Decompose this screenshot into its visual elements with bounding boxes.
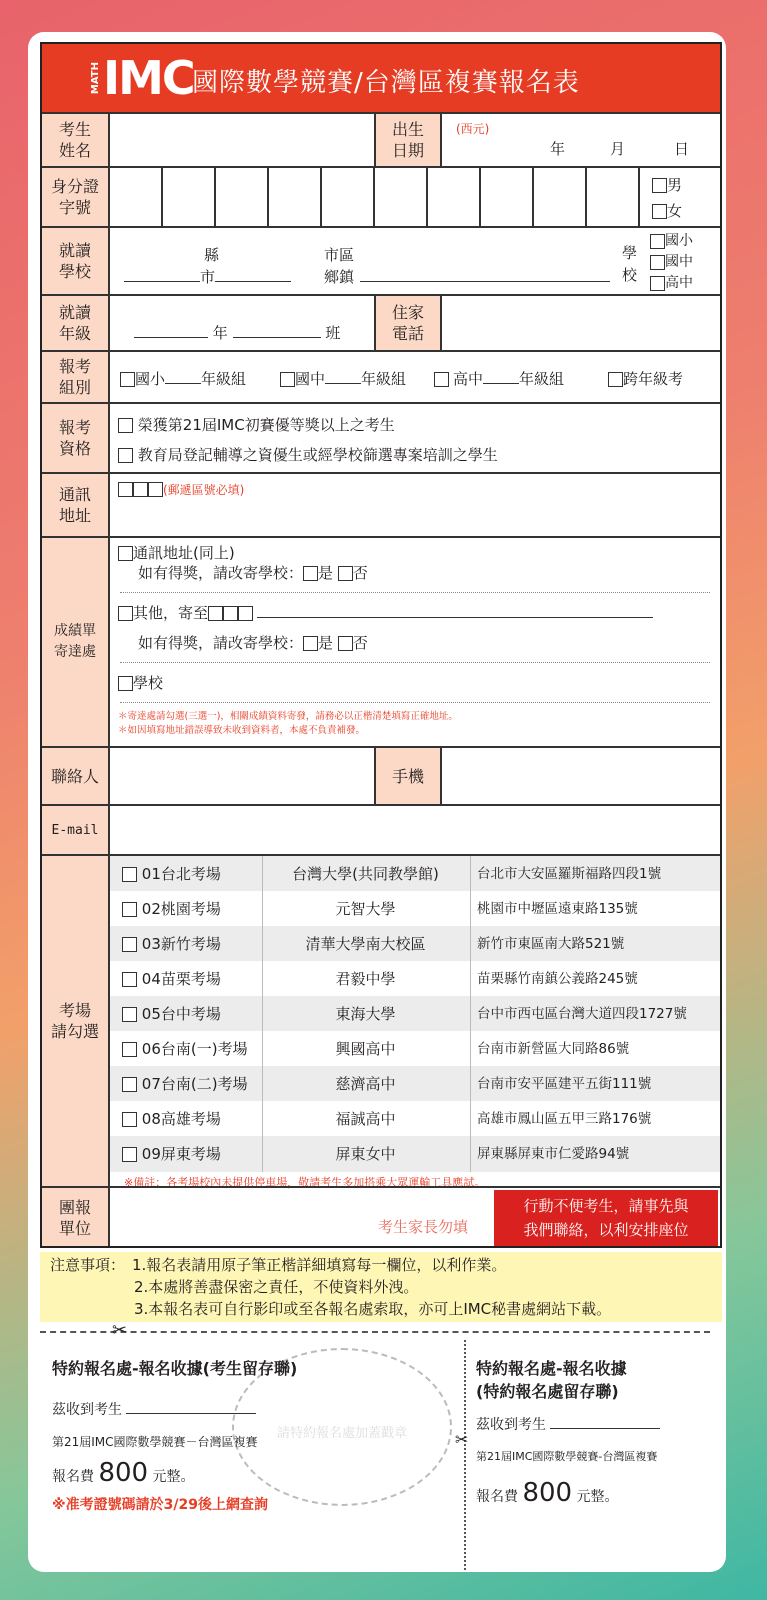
group-elementary-grade-input[interactable] xyxy=(165,383,201,384)
venue-row[interactable] xyxy=(110,1031,720,1067)
id-digit-cell[interactable] xyxy=(269,168,322,226)
male-label: 男 xyxy=(667,176,683,194)
mail-note-1: ＊寄達處請勾選(三選一)，相關成績資料寄發，請務必以正楷清楚填寫正確地址。 xyxy=(118,711,458,722)
form-title: 國際數學競賽/台灣區複賽報名表 xyxy=(192,68,580,98)
label-contact: 聯絡人 xyxy=(42,748,110,804)
venue-address: 高雄市鳳山區五甲三路176號 xyxy=(470,1101,716,1137)
female-label: 女 xyxy=(667,202,683,220)
divider xyxy=(120,662,710,663)
mail-option-same-checkbox[interactable] xyxy=(118,546,133,561)
venue-address: 台中市西屯區台灣大道四段1727號 xyxy=(470,996,716,1032)
receipt-fee-label: 報名費 xyxy=(52,1469,94,1485)
receipt-name-input[interactable] xyxy=(126,1413,256,1414)
row-venues xyxy=(42,854,720,1189)
venue-name: 04苗栗考場 xyxy=(141,970,221,988)
mail-option-other-label: 其他，寄至 xyxy=(133,604,209,622)
class-label: 班 xyxy=(325,324,341,342)
receipt-unit: 元整。 xyxy=(576,1489,619,1505)
id-digit-cell[interactable] xyxy=(587,168,640,226)
school-name-input[interactable] xyxy=(360,281,610,282)
cut-line xyxy=(40,1331,710,1333)
mail-option-other-checkbox[interactable] xyxy=(118,606,133,621)
row-id xyxy=(42,166,720,226)
venue-name: 02桃園考場 xyxy=(141,900,221,918)
zip-box-3[interactable] xyxy=(148,482,163,497)
district-input[interactable] xyxy=(215,281,291,282)
contact-field[interactable] xyxy=(110,748,374,804)
award2-yes-checkbox[interactable] xyxy=(303,636,318,651)
venue-row[interactable] xyxy=(110,961,720,997)
award-yes-label: 是 xyxy=(318,564,334,582)
zip-box-1[interactable] xyxy=(118,482,133,497)
row-contact xyxy=(42,746,720,804)
group-suffix-label: 年級組 xyxy=(201,370,247,388)
mobile-field[interactable] xyxy=(442,748,720,804)
venue-checkbox[interactable] xyxy=(122,902,137,917)
registration-form xyxy=(40,42,722,1248)
scissors-icon: ✂ xyxy=(112,1320,128,1341)
group-senior-checkbox[interactable] xyxy=(434,372,449,387)
junior-checkbox[interactable] xyxy=(650,255,665,270)
venue-name: 09屏東考場 xyxy=(141,1145,221,1163)
qual-1-checkbox[interactable] xyxy=(118,418,133,433)
venue-name: 08高雄考場 xyxy=(141,1110,221,1128)
row-address xyxy=(42,472,720,536)
id-digit-cell[interactable] xyxy=(216,168,269,226)
venue-row[interactable] xyxy=(110,926,720,962)
note-3: 3.本報名表可自行影印或至各報名處索取，亦可上IMC秘書處網站下載。 xyxy=(134,1300,612,1318)
other-address-input[interactable] xyxy=(257,617,653,618)
label-dob: 出生 日期 xyxy=(374,114,442,166)
venue-name: 06台南(一)考場 xyxy=(141,1040,248,1058)
group-suffix-label: 年級組 xyxy=(519,370,565,388)
venue-name: 01台北考場 xyxy=(141,865,221,883)
note-1: 1.報名表請用原子筆正楷詳細填寫每一欄位，以利作業。 xyxy=(132,1256,507,1274)
venue-checkbox[interactable] xyxy=(122,1147,137,1162)
label-id: 身分證 字號 xyxy=(42,168,110,226)
venue-checkbox[interactable] xyxy=(122,1042,137,1057)
venue-school: 福誠高中 xyxy=(262,1101,468,1137)
venue-address: 苗栗縣竹南鎮公義路245號 xyxy=(470,961,716,997)
venue-row[interactable] xyxy=(110,856,720,892)
form-header xyxy=(42,44,720,112)
cross-grade-checkbox[interactable] xyxy=(608,372,623,387)
award-no-label: 否 xyxy=(352,634,368,652)
id-digit-cell[interactable] xyxy=(163,168,216,226)
divider xyxy=(120,702,710,703)
elementary-label: 國小 xyxy=(665,233,693,249)
receipt-agent-subtitle: (特約報名處留存聯) xyxy=(476,1382,619,1401)
venue-address: 台南市安平區建平五街111號 xyxy=(470,1066,716,1102)
county-label: 縣 xyxy=(204,246,220,264)
township-label: 鄉鎮 xyxy=(324,268,355,286)
city-label: 市 xyxy=(200,268,216,286)
row-qualification xyxy=(42,402,720,472)
other-zip-box-3[interactable] xyxy=(238,606,253,621)
alert-line-2: 我們聯絡，以利安排座位 xyxy=(523,1221,689,1239)
year-label: 年 xyxy=(212,324,228,342)
note-2: 2.本處將善盡保密之責任，不使資料外洩。 xyxy=(134,1278,419,1296)
id-digit-cell[interactable] xyxy=(375,168,428,226)
id-digit-cell[interactable] xyxy=(534,168,587,226)
notes-heading: 注意事項： xyxy=(50,1256,126,1274)
junior-label: 國中 xyxy=(665,254,693,270)
cross-grade-label: 跨年級考 xyxy=(623,370,684,388)
other-zip-box-1[interactable] xyxy=(208,606,223,621)
receipt-competition: 第21屆IMC國際數學競賽－台灣區複賽 xyxy=(52,1435,258,1449)
cut-line-vertical xyxy=(464,1340,466,1570)
label-mobile: 手機 xyxy=(374,748,442,804)
row-school xyxy=(42,226,720,294)
email-field[interactable] xyxy=(110,806,720,854)
other-zip-box-2[interactable] xyxy=(223,606,238,621)
label-venue: 考場 請勾選 xyxy=(42,856,110,1186)
receipt-agent-title: 特約報名處-報名收據 xyxy=(476,1359,627,1378)
venue-address: 台北市大安區羅斯福路四段1號 xyxy=(470,856,716,892)
year-input[interactable] xyxy=(134,337,208,338)
award2-no-checkbox[interactable] xyxy=(338,636,353,651)
award-no-label: 否 xyxy=(352,564,368,582)
receipt-recv-label: 茲收到考生 xyxy=(52,1402,122,1418)
notes-box xyxy=(40,1252,722,1322)
qual-2-label: 教育局登記輔導之資優生或經學校篩選專案培訓之學生 xyxy=(137,446,498,464)
label-name: 考生 姓名 xyxy=(42,114,110,166)
venue-row[interactable] xyxy=(110,1066,720,1102)
receipt-agent xyxy=(476,1356,660,1508)
receipt-amount: 800 xyxy=(522,1478,573,1508)
venue-checkbox[interactable] xyxy=(122,1112,137,1127)
id-digit-cell[interactable] xyxy=(110,168,163,226)
venue-name: 05台中考場 xyxy=(141,1005,221,1023)
receipt-agent-name-input[interactable] xyxy=(550,1428,660,1429)
receipt-recv-label: 茲收到考生 xyxy=(476,1417,546,1433)
venue-school: 東海大學 xyxy=(262,996,468,1032)
id-digit-cell[interactable] xyxy=(428,168,481,226)
venue-checkbox[interactable] xyxy=(122,1077,137,1092)
logo-side-text: MATH xyxy=(90,61,101,95)
venue-school: 興國高中 xyxy=(262,1031,468,1067)
venue-school: 屏東女中 xyxy=(262,1136,468,1172)
venue-address: 桃園市中壢區遠東路135號 xyxy=(470,891,716,927)
receipt-amount: 800 xyxy=(98,1458,149,1488)
venue-checkbox[interactable] xyxy=(122,937,137,952)
qual-1-label: 榮獲第21屆IMC初賽優等獎以上之考生 xyxy=(137,416,395,434)
class-input[interactable] xyxy=(233,337,321,338)
venue-name: 07台南(二)考場 xyxy=(141,1075,248,1093)
label-team: 團報 單位 xyxy=(42,1188,110,1248)
label-mail-destination: 成績單 寄達處 xyxy=(42,538,110,746)
female-checkbox[interactable] xyxy=(652,204,667,219)
receipt-competition: 第21屆IMC國際數學競賽-台灣區複賽 xyxy=(476,1450,658,1463)
label-grade: 就讀 年級 xyxy=(42,296,110,350)
dob-note: (西元) xyxy=(456,122,490,136)
group-elementary-label: 國小 xyxy=(135,370,166,388)
qual-2-checkbox[interactable] xyxy=(118,448,133,463)
venue-row[interactable] xyxy=(110,1136,720,1172)
label-school: 就讀 學校 xyxy=(42,228,110,294)
id-digit-cell[interactable] xyxy=(322,168,375,226)
venue-row[interactable] xyxy=(110,1101,720,1137)
venue-checkbox[interactable] xyxy=(122,1007,137,1022)
row-grade xyxy=(42,294,720,350)
group-junior-grade-input[interactable] xyxy=(325,383,361,384)
venue-checkbox[interactable] xyxy=(122,867,137,882)
venue-school: 清華大學南大校區 xyxy=(262,926,468,962)
name-field[interactable] xyxy=(110,114,374,166)
venue-name: 03新竹考場 xyxy=(141,935,221,953)
senior-checkbox[interactable] xyxy=(650,276,665,291)
id-digit-cell[interactable] xyxy=(481,168,534,226)
label-address: 通訊 地址 xyxy=(42,474,110,536)
mail-option-school-label: 學校 xyxy=(133,674,164,692)
label-group: 報考 組別 xyxy=(42,352,110,402)
group-junior-checkbox[interactable] xyxy=(280,372,295,387)
venue-address: 屏東縣屏東市仁愛路94號 xyxy=(470,1136,716,1172)
zip-note: (郵遞區號必填) xyxy=(163,483,245,497)
row-team xyxy=(42,1186,720,1248)
home-phone-field[interactable] xyxy=(442,296,720,350)
venue-address: 台南市新營區大同路86號 xyxy=(470,1031,716,1067)
label-qualification: 報考 資格 xyxy=(42,404,110,472)
mail-option-school-checkbox[interactable] xyxy=(118,676,133,691)
venue-row[interactable] xyxy=(110,891,720,927)
label-email: E-mail xyxy=(42,806,110,854)
award-no-checkbox[interactable] xyxy=(338,566,353,581)
label-home-phone: 住家 電話 xyxy=(374,296,442,350)
row-email xyxy=(42,804,720,854)
receipt-unit: 元整。 xyxy=(152,1469,195,1485)
venue-checkbox[interactable] xyxy=(122,972,137,987)
award-yes-checkbox[interactable] xyxy=(303,566,318,581)
mail-option-same-label: 通訊地址(同上) xyxy=(133,544,235,562)
dob-day: 日 xyxy=(674,140,690,158)
receipt-warning: ※准考證號碼請於3/29後上網查詢 xyxy=(52,1497,268,1513)
group-suffix-label: 年級組 xyxy=(361,370,407,388)
imc-logo xyxy=(90,52,194,104)
venue-school: 台灣大學(共同教學館) xyxy=(262,856,468,892)
row-name xyxy=(42,112,720,166)
senior-label: 高中 xyxy=(665,275,693,291)
dob-year: 年 xyxy=(550,140,566,158)
elementary-checkbox[interactable] xyxy=(650,234,665,249)
receipt-candidate xyxy=(52,1356,297,1514)
divider xyxy=(120,592,710,593)
venue-school: 元智大學 xyxy=(262,891,468,927)
award-redirect-label: 如有得獎，請改寄學校： xyxy=(138,634,304,652)
accessibility-alert xyxy=(494,1190,718,1246)
stamp-area: 請特約報名處加蓋戳章 xyxy=(232,1348,452,1506)
receipt-candidate-title: 特約報名處-報名收據(考生留存聯) xyxy=(52,1359,298,1378)
district-label: 市區 xyxy=(324,246,355,264)
row-group xyxy=(42,350,720,402)
group-elementary-checkbox[interactable] xyxy=(120,372,135,387)
group-junior-label: 國中 xyxy=(295,370,326,388)
venue-school: 君毅中學 xyxy=(262,961,468,997)
row-mail-destination xyxy=(42,536,720,746)
award-yes-label: 是 xyxy=(318,634,334,652)
alert-line-1: 行動不便考生，請事先與 xyxy=(523,1197,689,1215)
zip-box-2[interactable] xyxy=(133,482,148,497)
scissors-icon: ✂ xyxy=(455,1430,469,1449)
group-senior-label: 高中 xyxy=(453,370,484,388)
school-char-1: 學 xyxy=(622,244,638,262)
venue-row[interactable] xyxy=(110,996,720,1032)
male-checkbox[interactable] xyxy=(652,178,667,193)
venue-address: 新竹市東區南大路521號 xyxy=(470,926,716,962)
award-redirect-label: 如有得獎，請改寄學校： xyxy=(138,564,304,582)
dob-month: 月 xyxy=(610,140,626,158)
group-senior-grade-input[interactable] xyxy=(483,383,519,384)
school-char-2: 校 xyxy=(622,266,638,284)
team-hint: 考生家長勿填 xyxy=(378,1218,469,1236)
logo-text: IMC xyxy=(103,51,194,105)
receipt-fee-label: 報名費 xyxy=(476,1489,518,1505)
venue-note: ※備註：各考場校內未提供停車場，敬請考生多加搭乘大眾運輸工具應試。 xyxy=(124,1176,486,1189)
venue-school: 慈濟高中 xyxy=(262,1066,468,1102)
mail-note-2: ＊如因填寫地址錯誤導致未收到資料者，本處不負責補發。 xyxy=(118,725,366,736)
county-input[interactable] xyxy=(124,281,200,282)
